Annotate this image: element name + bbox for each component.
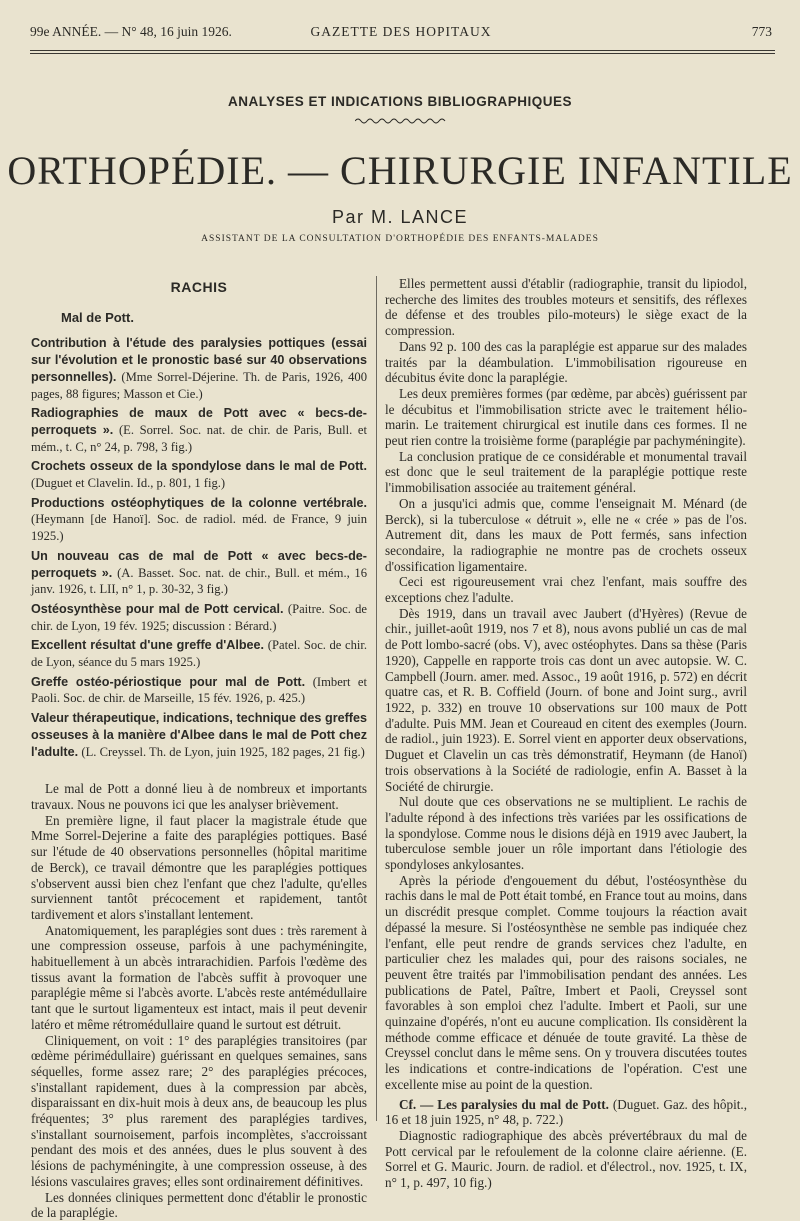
issue-info: 99e ANNÉE. — N° 48, 16 juin 1926. — [30, 24, 232, 39]
header-rule-second — [30, 53, 775, 54]
entry-title: Greffe ostéo-périostique pour mal de Pott. — [31, 674, 306, 689]
entry-source: (Heymann [de Hanoï]. Soc. de radiol. méd. de France, 9 juin 1925.) — [31, 512, 367, 544]
body-paragraph: La conclusion pratique de ce considérable et monumental travail est donc que le seul traitement de la paraplégie pottique reste l'immobilisation associée au traitement général. — [385, 448, 747, 496]
bibliography-entry — [31, 405, 367, 455]
column-divider — [376, 276, 377, 1121]
bibliography-entry — [31, 335, 367, 402]
cf-source: (Duguet. Gaz. des hôpit., 16 et 18 juin 1925, n° 48, p. 722.) — [385, 1096, 747, 1128]
entry-title: Un nouveau cas de mal de Pott « avec becs-de-perroquets ». — [31, 548, 367, 580]
bibliography-entry — [31, 601, 367, 634]
body-paragraph: Ceci est rigoureusement vrai chez l'enfant, mais souffre des exceptions chez l'adulte. — [385, 574, 747, 606]
wavy-divider — [355, 117, 447, 125]
bibliography-entry — [31, 458, 367, 491]
entry-source: (Duguet et Clavelin. Id., p. 801, 1 fig.) — [31, 476, 226, 491]
left-column — [31, 276, 367, 1221]
cf-title: Cf. — Les paralysies du mal de Pott. — [399, 1096, 609, 1112]
entry-source: (E. Sorrel. Soc. nat. de chir. de Paris, Bull. et mém., t. C, n° 24, p. 798, 3 fig.) — [31, 422, 367, 454]
bibliography-entry — [31, 710, 367, 760]
body-paragraph: Dès 1919, dans un travail avec Jaubert (d'Hyères) (Revue de chir., juillet-août 1919, nos 7 et 8), nous avons publié un cas de mal de Pott lombo-sacré (obs. V), avec ostéophytes. Dans sa thèse (Paris 1920), Cappelle en rapporte trois cas dont un avec autopsie. W. C. Campbell (Journ. amer. med. Assoc., 19 août 1916, p. 572) en décrit quatre cas, et R. B. Coffield (Journ. of bone and Joint surg., avril 1922, p. 332) en trouve 10 observations sur 100 maux de Pott d'adulte. Puis MM. Jean et Coureaud en citent des exemples (Journ. de radiol., juin 1923). E. Sorrel vient en apporter deux observations, Duguet et Clavelin un cas très démonstratif, Heymann (de Hanoï) trois observations à la Société de radiologie, enfin A. Basset à la Société de chirurgie. — [385, 605, 747, 794]
entry-source: (Mme Sorrel-Déjerine. Th. de Paris, 1926, 400 pages, 88 figures; Masson et Cie.) — [31, 369, 367, 401]
entry-title: Crochets osseux de la spondylose dans le mal de Pott. — [31, 459, 367, 474]
body-paragraph: Après la période d'engouement du début, l'ostéosynthèse du rachis dans le mal de Pott était tombé, en France tout au moins, dans un discrédit presque complet. Comme toujours la réaction avait dépassé la mesure. Si l'ostéosynthèse ne semble pas indiquée chez l'enfant, elle peut rendre de grands services chez l'adulte, en particulier chez les malades qui, pour des raisons sociales, ne peuvent être traités par l'immobilisation pendant des années. Les publications de Patel, Paître, Imbert et Paoli, Creyssel sont favorables à son emploi chez l'adulte. Imbert et Paoli, sur une quinzaine d'opérés, n'ont eu aucune complication. Ils considèrent la méthode comme efficace et dénuée de toute gravité. La thèse de Creyssel conclut dans le même sens. On y trouvera discutées toutes les indications et contre-indications de l'opération. C'est une excellente mise au point de la question. — [385, 872, 747, 1092]
entry-title: Productions ostéophytiques de la colonne vertébrale. — [31, 495, 367, 510]
right-column — [385, 276, 747, 1191]
body-paragraph: Cliniquement, on voit : 1° des paraplégies transitoires (par œdème périmédullaire) guérissant en quelques semaines, sans séquelles, forme assez rare; 2° des paraplégies précoces, s'installant rapidement, dues à la compression par abcès, disparaissant en dix-huit mois à deux ans, de beaucoup les plus fréquentes; 3° plus rarement des paraplégies tardives, s'installant sournoisement, parfois incomplètes, s'accroissant pendant des mois et des années, dues le plus souvent à des lésions de pachyméningite, à une compression osseuse, à des lésions vasculaires graves; elles sont ordinairement définitives. — [31, 1032, 367, 1189]
body-paragraph: Diagnostic radiographique des abcès prévertébraux du mal de Pott cervical par le refoulement de la colonne claire aérienne. (E. Sorrel et G. Mauric. Journ. de radiol. et d'électrol., nov. 1925, t. IX, n° 1, p. 497, 10 fig.) — [385, 1127, 747, 1191]
entry-title: Ostéosynthèse pour mal de Pott cervical. — [31, 601, 284, 616]
author-affiliation: ASSISTANT DE LA CONSULTATION D'ORTHOPÉDIE DES ENFANTS-MALADES — [201, 234, 599, 244]
body-paragraph: Le mal de Pott a donné lieu à de nombreux et importants travaux. Nous ne pouvons ici que les analyser brièvement. — [31, 781, 367, 812]
body-paragraph: On a jusqu'ici admis que, comme l'enseignait M. Ménard (de Berck), si la tuberculose « détruit », elle ne « crée » pas de l'os. Autrement dit, dans les maux de Pott fermés, sans infection secondaire, la radiographie ne montre pas de crochets osseux d'ossification ligamentaire. — [385, 495, 747, 574]
spacer — [31, 763, 367, 781]
bibliography-entry — [31, 674, 367, 707]
section-title: ANALYSES ET INDICATIONS BIBLIOGRAPHIQUES — [227, 94, 573, 109]
subsection-heading: RACHIS — [170, 279, 228, 295]
body-paragraph: Anatomiquement, les paraplégies sont dues : très rarement à une compression osseuse, parfois à une pachyméningite, habituellement à un abcès intrarachidien. Parfois l'œdème des tissus avant la formation de l'abcès suffit à provoquer une paraplégie même si l'abcès avorte. L'abcès reste antémédullaire tant que le surtout ligamenteux est intact, mais il peut devenir latéro et même rétromédullaire quand le surtout est détruit. — [31, 922, 367, 1032]
entry-source: (Paitre. Soc. de chir. de Lyon, 19 fév. 1925; discussion : Bérard.) — [31, 601, 368, 633]
journal-title: GAZETTE DES HOPITAUX — [310, 24, 492, 39]
cross-reference — [385, 1097, 747, 1128]
bibliography-entry — [31, 637, 367, 670]
body-paragraph: Les données cliniques permettent donc d'établir le pronostic de la paraplégie. — [31, 1189, 367, 1221]
entry-title: Radiographies de maux de Pott avec « becs-de-perroquets ». — [31, 406, 367, 437]
entry-title: Contribution à l'étude des paralysies pottiques (essai sur l'évolution et le pronostic basé sur 40 observations personnelles). — [31, 336, 367, 384]
entry-title: Excellent résultat d'une greffe d'Albee. — [31, 638, 265, 653]
author-byline: Par M. LANCE — [331, 207, 469, 227]
header-rule — [30, 50, 775, 51]
body-paragraph: Nul doute que ces observations ne se multiplient. Le rachis de l'adulte répond à des infections très variées par les ossifications de la spondylose. Comme nous le disions déjà en 1919 avec Jaubert, la tuberculose semble jouer un rôle important dans l'étiologie des spondyloses ankylosantes. — [385, 794, 747, 873]
entry-source: (Imbert et Paoli. Soc. de chir. de Marseille, 15 fév. 1926, p. 425.) — [31, 674, 368, 706]
body-paragraph: En première ligne, il faut placer la magistrale étude que Mme Sorrel-Dejerine a faite des paraplégies pottiques. Basé sur l'étude de 40 observations personnelles (hôpital maritime de Berck), ce travail démontre que les paraplégies pottiques s'observent aussi bien chez l'enfant que chez l'adulte, qu'elles surviennent tantôt précocement et rapidement, tantôt tardivement et alors s'installant lentement. — [31, 812, 367, 922]
running-header — [30, 22, 772, 42]
entry-source: (L. Creyssel. Th. de Lyon, juin 1925, 182 pages, 21 fig.) — [81, 744, 365, 759]
topic-heading: Mal de Pott. — [61, 309, 134, 325]
main-title: ORTHOPÉDIE. — CHIRURGIE INFANTILE — [7, 148, 793, 193]
body-paragraph: Elles permettent aussi d'établir (radiographie, transit du lipiodol, recherche des limites des troubles moteurs et sensitifs, des réflexes de défense et des troubles pilo-moteurs) le siège exact de la compression. — [385, 276, 747, 339]
entry-source: (Patel. Soc. de chir. de Lyon, séance du 5 mars 1925.) — [31, 638, 368, 670]
body-paragraph: Les deux premières formes (par œdème, par abcès) guérissent par le décubitus et l'immobilisation stricte avec le traitement hélio-marin. Le traitement chirurgical est inutile dans ces formes. Il ne peut rien contre la troisième forme (paraplégie par pachyméningite). — [385, 385, 747, 449]
bibliography-entry — [31, 495, 367, 545]
body-paragraph: Dans 92 p. 100 des cas la paraplégie est apparue sur des malades traités par la déambulation. L'immobilisation rigoureuse en décubitus évite donc la paraplégie. — [385, 338, 747, 386]
page-number: 773 — [751, 24, 772, 39]
entry-title: Valeur thérapeutique, indications, technique des greffes osseuses à la manière d'Albee dans le mal de Pott chez l'adulte. — [31, 711, 367, 759]
entry-source: (A. Basset. Soc. nat. de chir., Bull. et mém., 16 janv. 1926, t. LII, n° 1, p. 30-32, 3 fig.) — [31, 565, 367, 597]
bibliography-entry — [31, 548, 367, 598]
